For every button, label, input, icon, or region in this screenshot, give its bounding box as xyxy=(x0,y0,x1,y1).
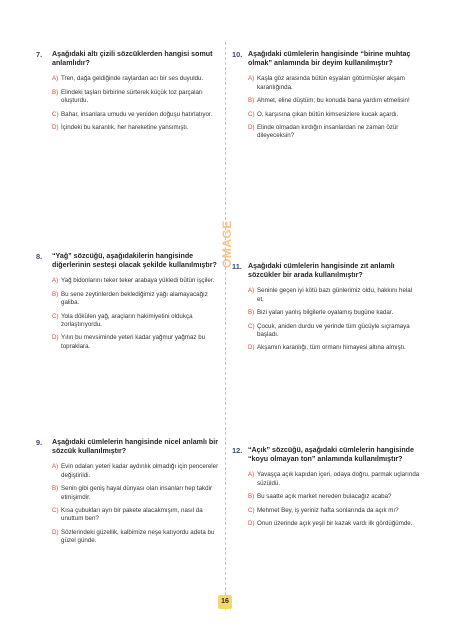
option-text: Bahar, insanlara umudu ve yeniden doğuşu hatırlatıyor. xyxy=(61,110,213,118)
option-text: Bu saatte açık market nereden bulacağız acaba? xyxy=(257,493,392,501)
question-text: “Açık” sözcüğü, aşağıdaki cümlelerin hangisinde “koyu olmayan ton” anlamında kullanılmıştır? xyxy=(248,446,414,464)
option-a[interactable] xyxy=(248,287,420,304)
option-letter: C) xyxy=(52,110,59,118)
option-a[interactable] xyxy=(248,471,420,488)
option-c[interactable] xyxy=(52,507,224,524)
option-letter: B) xyxy=(248,97,255,105)
option-text: Bizi yalan yanlış bilgilerle oyalamış bugüne kadar. xyxy=(257,309,394,317)
option-b[interactable] xyxy=(52,291,224,308)
option-d[interactable] xyxy=(52,124,224,132)
option-text: Kısa çubukları ayrı bir pakete alacakmışım, nasıl da unuttum ben? xyxy=(61,507,203,523)
option-a[interactable] xyxy=(248,75,420,92)
option-b[interactable] xyxy=(52,485,224,502)
option-c[interactable] xyxy=(52,111,224,119)
option-text: Yağ bidonlarını teker teker arabaya yükledi bütün işçiler. xyxy=(61,277,215,285)
option-text: Elindeki taşları birbirine sürterek küçük toz parçaları oluşturdu. xyxy=(61,88,203,105)
question-number: 7. xyxy=(36,50,43,59)
option-letter: C) xyxy=(52,507,59,515)
question-8 xyxy=(36,252,224,356)
option-d[interactable] xyxy=(52,529,224,546)
question-10 xyxy=(232,50,420,146)
option-a[interactable] xyxy=(52,463,224,480)
option-text: Onun üzerinde açık yeşil bir kazak vardı ilk gördüğümde. xyxy=(257,520,413,528)
option-letter: A) xyxy=(52,463,59,471)
option-letter: C) xyxy=(248,506,255,514)
option-d[interactable] xyxy=(52,334,224,351)
option-letter: A) xyxy=(52,277,59,285)
option-letter: D) xyxy=(248,520,255,528)
option-text: Evin odaları yeteri kadar aydınlık olmadığı için pencereler değiştirildi. xyxy=(61,463,219,479)
option-letter: B) xyxy=(52,485,59,493)
option-a[interactable] xyxy=(52,75,224,83)
option-d[interactable] xyxy=(248,344,420,352)
option-letter: C) xyxy=(248,322,255,330)
option-letter: D) xyxy=(52,528,59,536)
question-text: Aşağıdaki cümlelerin hangisinde “birine muhtaç olmak” anlamında bir deyim kullanılmıştır? xyxy=(248,50,411,68)
option-c[interactable] xyxy=(248,507,420,515)
question-number: 10. xyxy=(232,50,243,59)
option-letter: A) xyxy=(248,75,255,83)
option-c[interactable] xyxy=(248,111,420,119)
option-text: Ahmet, eline düştüm; bu konuda bana yardım etmelisin! xyxy=(257,97,410,105)
option-letter: B) xyxy=(52,290,59,298)
option-a[interactable] xyxy=(52,277,224,285)
option-b[interactable] xyxy=(248,97,420,105)
question-text: Aşağıdaki cümlelerin hangisinde nicel anlamlı bir sözcük kullanılmıştır? xyxy=(52,438,218,456)
publisher-watermark: OMAGE xyxy=(220,220,234,268)
option-text: Çocuk, aniden durdu ve yerinde tüm gücüyle sıçramaya başladı. xyxy=(257,322,410,339)
question-number: 8. xyxy=(36,252,43,261)
option-letter: D) xyxy=(52,124,59,132)
option-letter: C) xyxy=(52,312,59,320)
option-letter: D) xyxy=(248,124,255,132)
option-letter: D) xyxy=(248,344,255,352)
option-letter: B) xyxy=(248,493,255,501)
option-b[interactable] xyxy=(248,493,420,501)
question-9 xyxy=(36,438,224,551)
option-b[interactable] xyxy=(248,309,420,317)
column-divider xyxy=(225,42,226,610)
question-number: 11. xyxy=(232,262,242,271)
option-text: Yılın bu mevsiminde yeteri kadar yağmur yağmaz bu topraklara. xyxy=(61,334,206,350)
option-letter: B) xyxy=(248,309,255,317)
option-text: Seninle geçen iyi kötü bazı günlerimiz oldu, hakkını helal et. xyxy=(257,287,413,303)
option-text: Akşamın karanlığı, tüm ormanı himayesi altına almıştı. xyxy=(257,344,406,352)
option-letter: A) xyxy=(248,471,255,479)
option-letter: B) xyxy=(52,88,59,96)
option-d[interactable] xyxy=(248,124,420,141)
question-11 xyxy=(232,262,420,358)
option-c[interactable] xyxy=(52,313,224,330)
question-12 xyxy=(232,446,420,533)
option-text: Sözlerindeki güzellik, kalbimize neşe katıyordu adeta bu güzel günde. xyxy=(61,528,215,545)
option-text: O, karşısına çıkan bütün kimsesizlere kucak açardı. xyxy=(257,110,399,118)
question-text: Aşağıdaki altı çizili sözcüklerden hangisi somut anlamlıdır? xyxy=(52,50,213,68)
option-text: Tren, dağa geldiğinde raylardan acı bir ses duyuldu. xyxy=(61,75,204,83)
question-number: 12. xyxy=(232,446,243,455)
option-b[interactable] xyxy=(52,89,224,106)
option-text: Elinde olmadan kırdığın insanlardan ne zaman özür dileyeceksin? xyxy=(257,124,399,140)
option-text: Mehmet Bey, iş yeriniz hafta sonlarında da açık mı? xyxy=(257,506,399,514)
option-text: İçindeki bu karanlık, her hareketine yansımıştı. xyxy=(61,124,189,132)
page-number: 16 xyxy=(218,595,232,609)
option-text: Kaşla göz arasında bütün eşyaları götürmüşler akşam karanlığında. xyxy=(257,75,405,91)
option-text: Yavaşça açık kapıdan içeri, odaya doğru, parmak uçlarında süzüldü. xyxy=(257,471,420,487)
option-letter: A) xyxy=(248,287,255,295)
question-number: 9. xyxy=(36,438,43,447)
option-text: Senin gibi geniş hayal dünyası olan insanları hep takdir etmişimdir. xyxy=(61,485,213,501)
option-letter: A) xyxy=(52,75,59,83)
option-c[interactable] xyxy=(248,323,420,340)
question-7 xyxy=(36,50,224,137)
option-text: Bu sene zeytinlerden beklediğimiz yağı alamayacağız galiba. xyxy=(61,290,208,307)
question-text: “Yağ” sözcüğü, aşağıdakilerin hangisinde diğerlerinin sesteşi olacak şekilde kullanılmıştır? xyxy=(52,252,217,270)
question-text: Aşağıdaki cümlelerin hangisinde zıt anlamlı sözcükler bir arada kullanılmıştır? xyxy=(248,262,395,280)
option-text: Yola dökülen yağ, araçların hakimiyetini oldukça zorlaştırıyordu. xyxy=(61,312,193,329)
option-d[interactable] xyxy=(248,520,420,528)
option-letter: D) xyxy=(52,334,59,342)
option-letter: C) xyxy=(248,110,255,118)
